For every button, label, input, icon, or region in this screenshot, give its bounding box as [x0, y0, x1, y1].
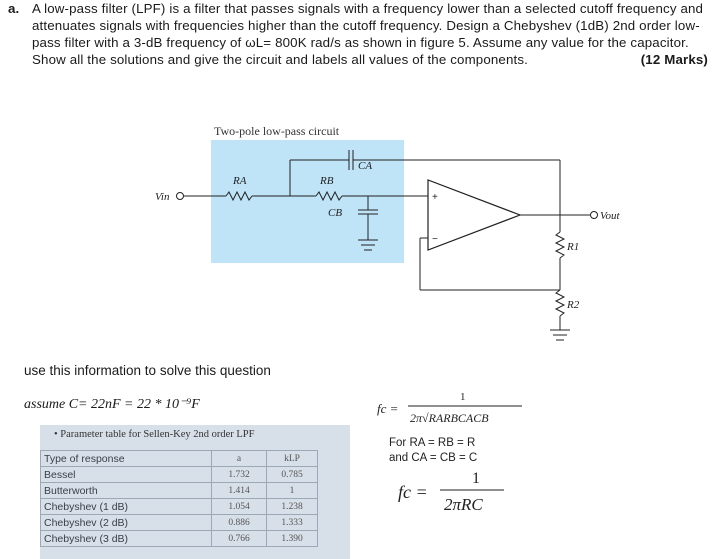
cell-klp: 1.238 [267, 499, 318, 515]
cell-a: 1.054 [212, 499, 267, 515]
fc-label: fc = [377, 401, 399, 416]
table-row [41, 515, 318, 531]
cell-type: Butterworth [41, 483, 212, 499]
label-ca: CA [358, 160, 373, 172]
table-row [41, 531, 318, 547]
table-row [41, 467, 318, 483]
resistor-r2 [556, 290, 564, 316]
table-header-row [41, 451, 318, 467]
fc2-denominator: 2πRC [444, 495, 483, 514]
table-row [41, 483, 318, 499]
cell-type: Chebyshev (3 dB) [41, 531, 212, 547]
cell-a: 1.732 [212, 467, 267, 483]
circuit-diagram [150, 115, 620, 350]
cell-a: 0.766 [212, 531, 267, 547]
assume-text: assume C= 22nF = 22 * 10⁻⁹F [24, 397, 200, 412]
header-a: a [212, 451, 267, 467]
for-line-1: For RA = RB = R [389, 437, 476, 449]
fc-numerator: 1 [460, 391, 466, 403]
cell-klp: 1.333 [267, 515, 318, 531]
cell-type: Bessel [41, 467, 212, 483]
formula-block [372, 380, 552, 540]
label-r1: R1 [567, 241, 580, 253]
cell-type: Chebyshev (1 dB) [41, 499, 212, 515]
for-line-2: and CA = CB = C [389, 452, 478, 464]
label-vin: Vin [155, 191, 170, 203]
fc2-numerator: 1 [472, 470, 480, 487]
resistor-r1 [556, 232, 564, 258]
question-label: a. [8, 1, 20, 16]
label-cb: CB [328, 207, 343, 219]
cell-klp: 0.785 [267, 467, 318, 483]
label-r2: R2 [567, 299, 580, 311]
label-vout: Vout [600, 210, 620, 222]
cell-klp: 1 [267, 483, 318, 499]
instruction-text: use this information to solve this question [24, 363, 271, 378]
question-text: A low-pass filter (LPF) is a filter that passes signals with a frequency lower than a selected cutoff frequency and attenuates signals with frequencies higher than the cutoff frequency. Design a Chebyshev (1dB) 2nd order low-pass filter with a 3-dB frequency of ωL= 800K rad/s as shown in figure 5. Assume any value for the capacitor. Show all the solutions and give the circuit and labels all values of the components. [32, 1, 704, 67]
op-amp [428, 180, 520, 250]
table-row [41, 499, 318, 515]
fc2-label: fc = [398, 482, 428, 502]
fc-denominator: 2π√RARBCACB [410, 411, 489, 425]
question-marks: (12 Marks) [640, 52, 708, 67]
cell-a: 0.886 [212, 515, 267, 531]
parameter-table-photo [40, 425, 350, 559]
label-minus: − [432, 234, 438, 245]
header-klp: kLP [267, 451, 318, 467]
cell-type: Chebyshev (2 dB) [41, 515, 212, 531]
circuit-highlight [211, 140, 404, 263]
parameter-table [40, 450, 318, 547]
label-ra: RA [233, 175, 247, 187]
cell-klp: 1.390 [267, 531, 318, 547]
cell-a: 1.414 [212, 483, 267, 499]
header-type: Type of response [41, 451, 212, 467]
label-rb: RB [320, 175, 334, 187]
circuit-title: Two-pole low-pass circuit [214, 124, 340, 138]
label-plus: + [432, 192, 438, 203]
parameter-table-title: • Parameter table for Sellen-Key 2nd order LPF [54, 429, 255, 440]
